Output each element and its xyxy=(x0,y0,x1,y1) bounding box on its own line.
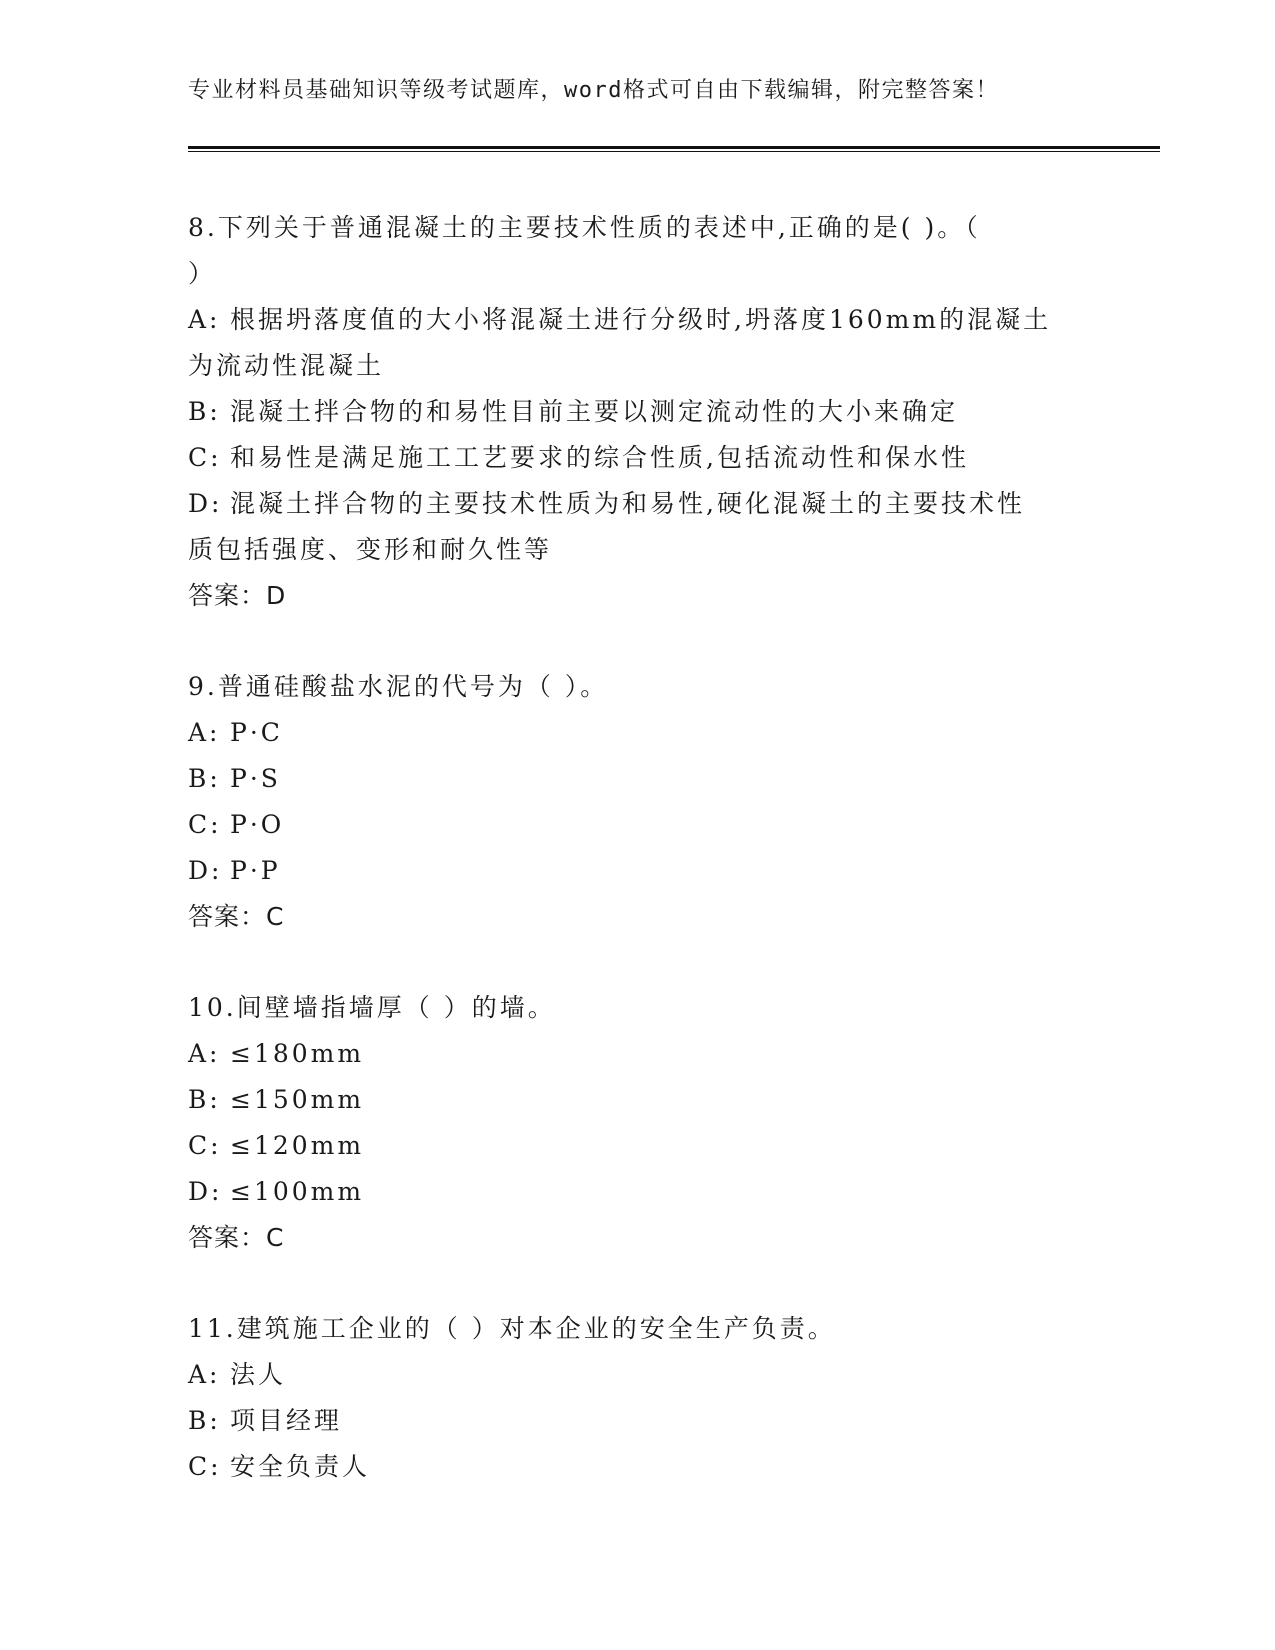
option-key: B: xyxy=(188,397,221,426)
question-9-option-b xyxy=(188,756,1068,802)
question-8-option-b xyxy=(188,389,1068,435)
option-text: 混凝土拌合物的和易性目前主要以测定流动性的大小来确定 xyxy=(230,397,959,426)
question-9-answer: 答案：C xyxy=(188,902,285,931)
question-8-answer: 答案：D xyxy=(188,581,287,610)
question-8-option-d xyxy=(188,481,1068,527)
option-key: C: xyxy=(188,1452,222,1481)
question-10-stem: 10.间壁墙指墙厚（ ）的墙。 xyxy=(188,993,556,1022)
option-text: ≤150mm xyxy=(230,1085,365,1114)
question-8-option-a-continued: 为流动性混凝土 xyxy=(188,351,385,380)
question-11-option-b xyxy=(188,1398,1068,1444)
page-header: 专业材料员基础知识等级考试题库，word格式可自由下载编辑，附完整答案！ xyxy=(188,78,999,103)
question-9 xyxy=(188,664,1068,940)
question-10-answer: 答案：C xyxy=(188,1223,285,1252)
option-text: 根据坍落度值的大小将混凝土进行分级时,坍落度160mm的混凝土 xyxy=(230,305,1052,334)
question-8-stem: 8.下列关于普通混凝土的主要技术性质的表述中,正确的是( )。（ xyxy=(188,213,981,242)
option-key: C: xyxy=(188,810,222,839)
option-text: 项目经理 xyxy=(230,1406,343,1435)
question-9-stem: 9.普通硅酸盐水泥的代号为（ ）。 xyxy=(188,672,609,701)
option-text: P·P xyxy=(230,856,281,885)
option-key: C: xyxy=(188,1131,222,1160)
option-key: D: xyxy=(188,1177,223,1206)
question-10-option-d xyxy=(188,1169,1068,1215)
question-list xyxy=(188,205,1068,1535)
option-key: B: xyxy=(188,1406,221,1435)
header-double-rule xyxy=(188,146,1160,149)
question-8 xyxy=(188,205,1068,619)
option-text: 法人 xyxy=(230,1360,287,1389)
question-8-option-c xyxy=(188,435,1068,481)
question-11-stem: 11.建筑施工企业的（ ）对本企业的安全生产负责。 xyxy=(188,1314,836,1343)
option-text: 混凝土拌合物的主要技术性质为和易性,硬化混凝土的主要技术性 xyxy=(230,489,1025,518)
option-key: A: xyxy=(188,1039,221,1068)
question-10-option-c xyxy=(188,1123,1068,1169)
option-key: B: xyxy=(188,764,221,793)
option-text: 和易性是满足施工工艺要求的综合性质,包括流动性和保水性 xyxy=(230,443,969,472)
question-9-option-c xyxy=(188,802,1068,848)
option-key: A: xyxy=(188,718,221,747)
question-10-option-b xyxy=(188,1077,1068,1123)
question-9-option-d xyxy=(188,848,1068,894)
question-10-option-a xyxy=(188,1031,1068,1077)
option-key: C: xyxy=(188,443,222,472)
option-key: D: xyxy=(188,489,223,518)
option-text: 安全负责人 xyxy=(230,1452,371,1481)
option-key: B: xyxy=(188,1085,221,1114)
question-9-option-a xyxy=(188,710,1068,756)
option-text: ≤180mm xyxy=(230,1039,365,1068)
option-text: P·O xyxy=(230,810,285,839)
question-11-option-a xyxy=(188,1352,1068,1398)
question-8-option-a xyxy=(188,297,1068,343)
option-text: ≤100mm xyxy=(230,1177,365,1206)
option-text: P·C xyxy=(230,718,283,747)
question-11 xyxy=(188,1306,1068,1490)
option-text: ≤120mm xyxy=(230,1131,365,1160)
option-key: D: xyxy=(188,856,223,885)
option-key: A: xyxy=(188,305,221,334)
option-text: P·S xyxy=(230,764,281,793)
question-8-option-d-continued: 质包括强度、变形和耐久性等 xyxy=(188,535,553,564)
option-key: A: xyxy=(188,1360,221,1389)
question-11-option-c xyxy=(188,1444,1068,1490)
question-8-stem-continued: ） xyxy=(188,259,217,288)
question-10 xyxy=(188,985,1068,1261)
